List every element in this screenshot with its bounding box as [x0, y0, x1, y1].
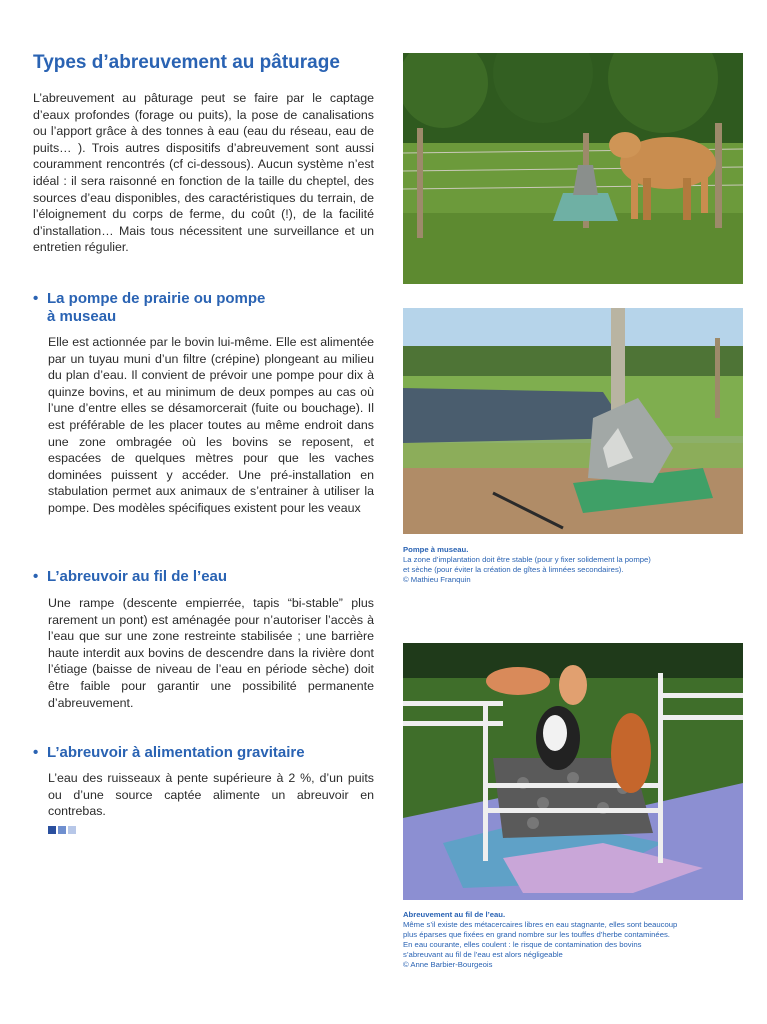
- section-heading-stream-text: L’abreuvoir au fil de l’eau: [47, 568, 228, 585]
- section-heading-stream: [33, 568, 378, 586]
- bullet: •: [33, 568, 39, 585]
- caption-line: s’abreuvant au fil de l’eau est alors négligeable: [403, 950, 563, 959]
- caption-line: La zone d’implantation doit être stable (pour y fixer solidement la pompe): [403, 555, 651, 564]
- caption-stream: [403, 910, 748, 970]
- section-body-gravity: L’eau des ruisseaux à pente supérieure à 2 %, d’un puits ou d’une source captée alimente un abreuvoir en contrebas.: [48, 771, 374, 819]
- caption-line: et sèche (pour éviter la création de gîtes à limnées secondaires).: [403, 565, 624, 574]
- decorative-squares: [48, 826, 78, 834]
- caption-line: En eau courante, elles coulent : le risque de contamination des bovins: [403, 940, 642, 949]
- caption-line: Même s’il existe des métacercaires libres en eau stagnante, elles sont beaucoup: [403, 920, 678, 929]
- photo-cow-pasture: [403, 53, 743, 284]
- photo-stream-model: [403, 643, 743, 900]
- square-medium: [58, 826, 66, 834]
- section-heading-pump: [33, 290, 378, 326]
- caption-line: plus éparses que fixées en grand nombre sur les touffes d’herbe contaminées.: [403, 930, 670, 939]
- caption-muzzle-pump: [403, 545, 748, 585]
- section-heading-pump-line1: La pompe de prairie ou pompe: [47, 290, 266, 307]
- caption-title: Abreuvement au fil de l’eau.: [403, 910, 506, 919]
- bullet: •: [33, 290, 39, 307]
- section-heading-pump-line2: à museau: [47, 308, 117, 325]
- square-dark: [48, 826, 56, 834]
- caption-credit: © Mathieu Franquin: [403, 575, 471, 584]
- section-body-stream: Une rampe (descente empierrée, tapis “bi-stable” plus rarement un pont) est aménagée pour n’autoriser l’accès à l’eau que sur une zone restreinte stabilisée ; une barrière haute interdit aux bovins de descendre dans la rivière dont l’étiage (baisse de niveau de l’eau en période sèche) doit être faible pour garantir une possibilité permanente d’abreuvement.: [48, 596, 374, 710]
- intro-paragraph: L’abreuvement au pâturage peut se faire par le captage d’eaux profondes (forage ou puits), la pose de canalisations ou l’apport grâce à des tonnes à eau (eau du réseau, eau de puits… ). Trois autres dispositifs d’abreuvement sont aussi couramment rencontrés (cf ci-dessous). Aucun système n’est idéal : il sera raisonné en fonction de la taille du cheptel, des sources d’eau disponibles, des caractéristiques du terrain, de l’éloignement du corps de ferme, du coût (!), de la facilité d’installation… Mais tous nécessitent une surveillance et un entretien régulier.: [33, 91, 374, 255]
- section-heading-gravity: [33, 744, 378, 762]
- page-title: Types d’abreuvement au pâturage: [33, 52, 340, 73]
- section-heading-gravity-text: L’abreuvoir à alimentation gravitaire: [47, 744, 305, 761]
- section-body-pump: Elle est actionnée par le bovin lui-même. Elle est alimentée par un tuyau muni d’un filtre (crépine) plongeant au milieu du plan d’eau. Il convient de prévoir une pompe pour dix à quinze bovins, et au minimum de deux pompes au cas où l’une d’entre elles se désamorcerait (fuite ou bouchage). Il est préférable de les placer toutes au même endroit dans une zone ombragée où les bovins se reposent, et espacées de quelques mètres pour que les vaches dominées puissent y accéder. Une pré-installation en stabulation permet aux animaux de s’entrainer à utiliser la pompe. Des modèles spécifiques existent pour les veaux: [48, 335, 374, 515]
- caption-credit: © Anne Barbier-Bourgeois: [403, 960, 493, 969]
- caption-title: Pompe à museau.: [403, 545, 469, 554]
- bullet: •: [33, 744, 39, 761]
- square-light: [68, 826, 76, 834]
- photo-muzzle-pump: [403, 308, 743, 534]
